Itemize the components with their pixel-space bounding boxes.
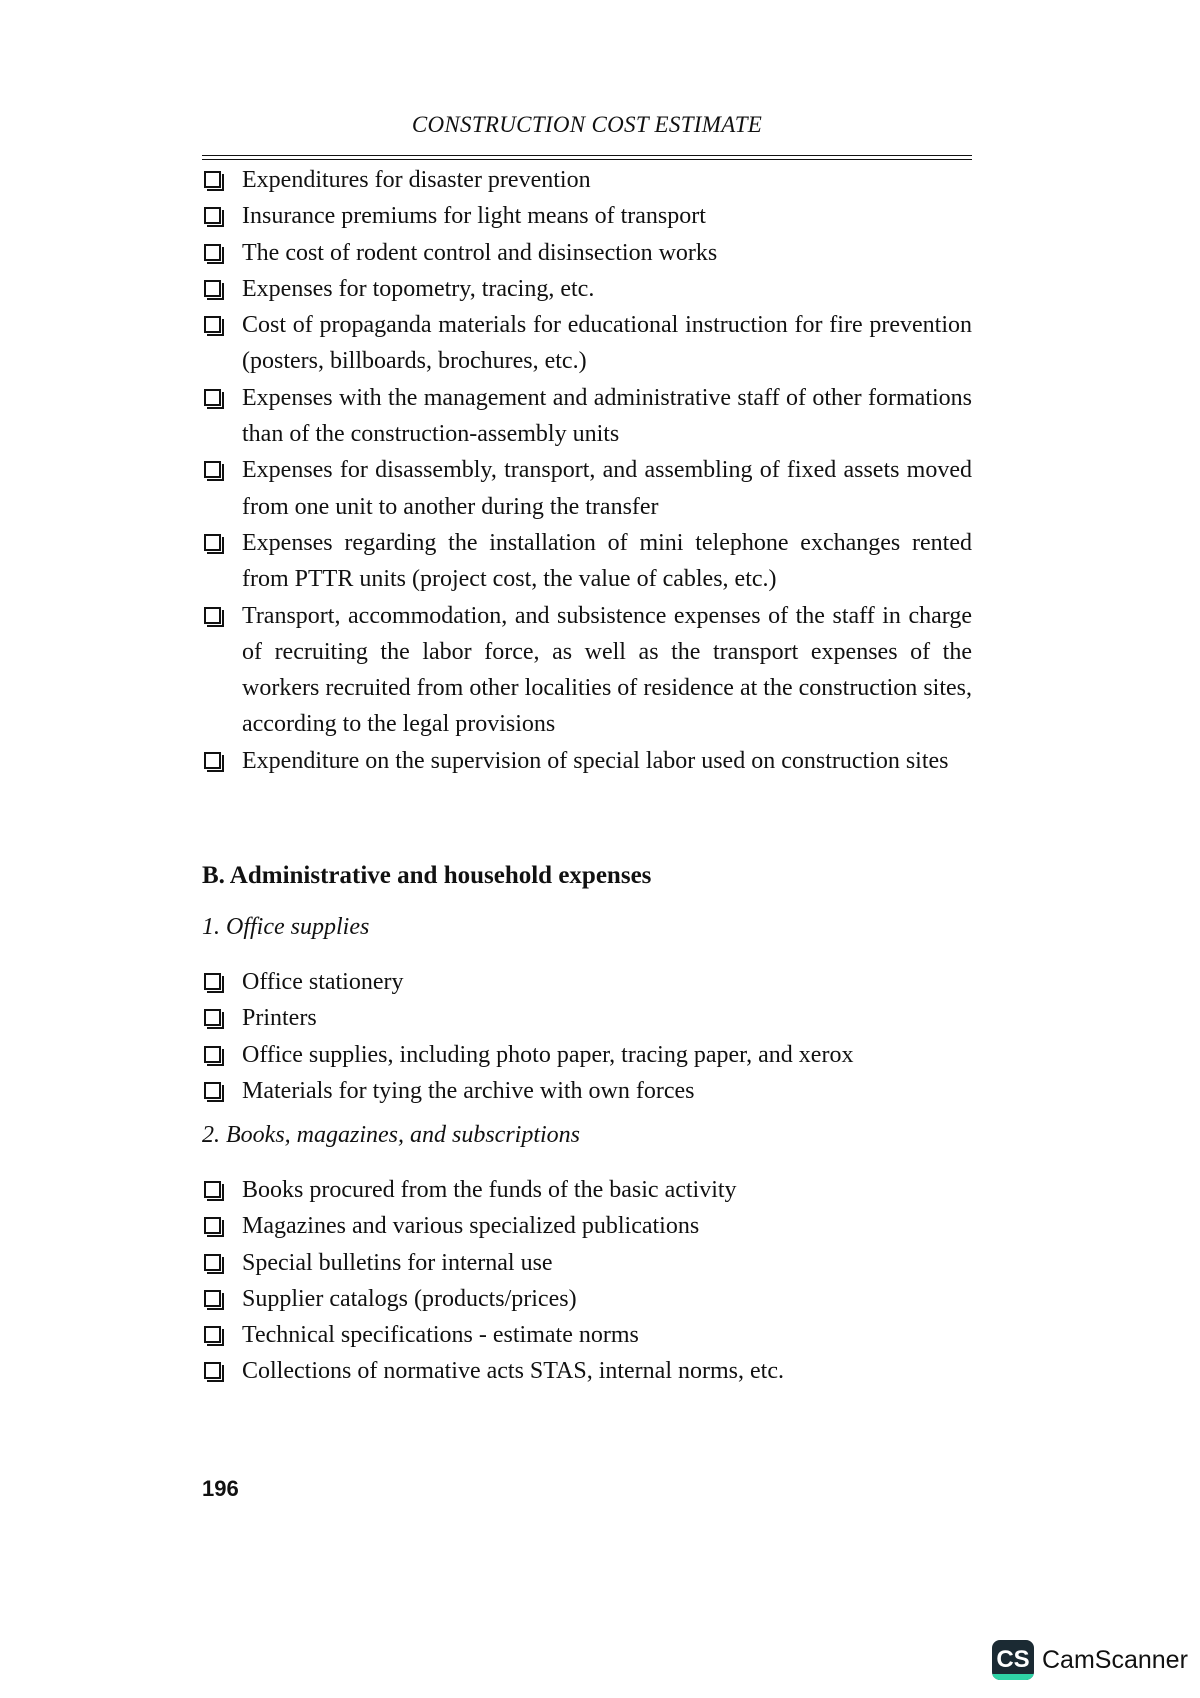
checkbox-icon: [204, 973, 221, 990]
checkbox-icon: [204, 389, 221, 406]
subsection-heading: 1. Office supplies: [202, 914, 370, 940]
section-heading: B. Administrative and household expenses: [202, 862, 652, 889]
camscanner-brand: CamScanner: [1042, 1645, 1188, 1674]
page-number: 196: [202, 1476, 239, 1501]
list-item: Technical specifications - estimate norms: [202, 1317, 972, 1353]
list-item: Materials for tying the archive with own forces: [202, 1073, 972, 1109]
checkbox-icon: [204, 1290, 221, 1307]
checkbox-icon: [204, 244, 221, 261]
checkbox-icon: [204, 1181, 221, 1198]
list-item: Special bulletins for internal use: [202, 1245, 972, 1281]
checkbox-icon: [204, 316, 221, 333]
checkbox-icon: [204, 1362, 221, 1379]
checkbox-icon: [204, 280, 221, 297]
list-item: Supplier catalogs (products/prices): [202, 1281, 972, 1317]
list-item: Collections of normative acts STAS, internal norms, etc.: [202, 1353, 972, 1389]
checkbox-icon: [204, 207, 221, 224]
list-item: Magazines and various specialized publications: [202, 1208, 972, 1244]
subsection-heading: 2. Books, magazines, and subscriptions: [202, 1122, 580, 1148]
checkbox-icon: [204, 461, 221, 478]
checkbox-icon: [204, 1009, 221, 1026]
list-item: Expenses regarding the installation of mini telephone exchanges rented from PTTR units (project cost, the value of cables, etc.): [202, 525, 972, 598]
books-list: [202, 1172, 972, 1390]
camscanner-logo-icon: CS: [992, 1640, 1034, 1680]
checkbox-icon: [204, 1217, 221, 1234]
list-item: Office supplies, including photo paper, tracing paper, and xerox: [202, 1037, 972, 1073]
list-item: Expenditures for disaster prevention: [202, 162, 972, 198]
list-item: Insurance premiums for light means of transport: [202, 198, 972, 234]
checkbox-icon: [204, 607, 221, 624]
checkbox-icon: [204, 1254, 221, 1271]
header-rule: [202, 155, 972, 160]
checkbox-icon: [204, 171, 221, 188]
list-item: Office stationery: [202, 964, 972, 1000]
checkbox-icon: [204, 1326, 221, 1343]
checkbox-icon: [204, 1082, 221, 1099]
list-item: Cost of propaganda materials for educational instruction for fire prevention (posters, billboards, brochures, etc.): [202, 307, 972, 380]
list-item: Expenses with the management and administrative staff of other formations than of the construction-assembly units: [202, 380, 972, 453]
list-item: Printers: [202, 1000, 972, 1036]
list-item: Expenses for disassembly, transport, and assembling of fixed assets moved from one unit to another during the transfer: [202, 452, 972, 525]
list-item: Transport, accommodation, and subsistence expenses of the staff in charge of recruiting the labor force, as well as the transport expenses of the workers recruited from other localities of residence at the construction sites, according to the legal provisions: [202, 598, 972, 743]
list-item: Expenses for topometry, tracing, etc.: [202, 271, 972, 307]
camscanner-watermark: [992, 1640, 1188, 1680]
running-header: CONSTRUCTION COST ESTIMATE: [411, 112, 763, 137]
list-item: Books procured from the funds of the basic activity: [202, 1172, 972, 1208]
checkbox-icon: [204, 1046, 221, 1063]
checkbox-icon: [204, 534, 221, 551]
office-supplies-list: [202, 964, 972, 1109]
checkbox-icon: [204, 752, 221, 769]
list-item: The cost of rodent control and disinsection works: [202, 235, 972, 271]
expense-list-a: [202, 162, 972, 779]
list-item: Expenditure on the supervision of special labor used on construction sites: [202, 743, 972, 779]
